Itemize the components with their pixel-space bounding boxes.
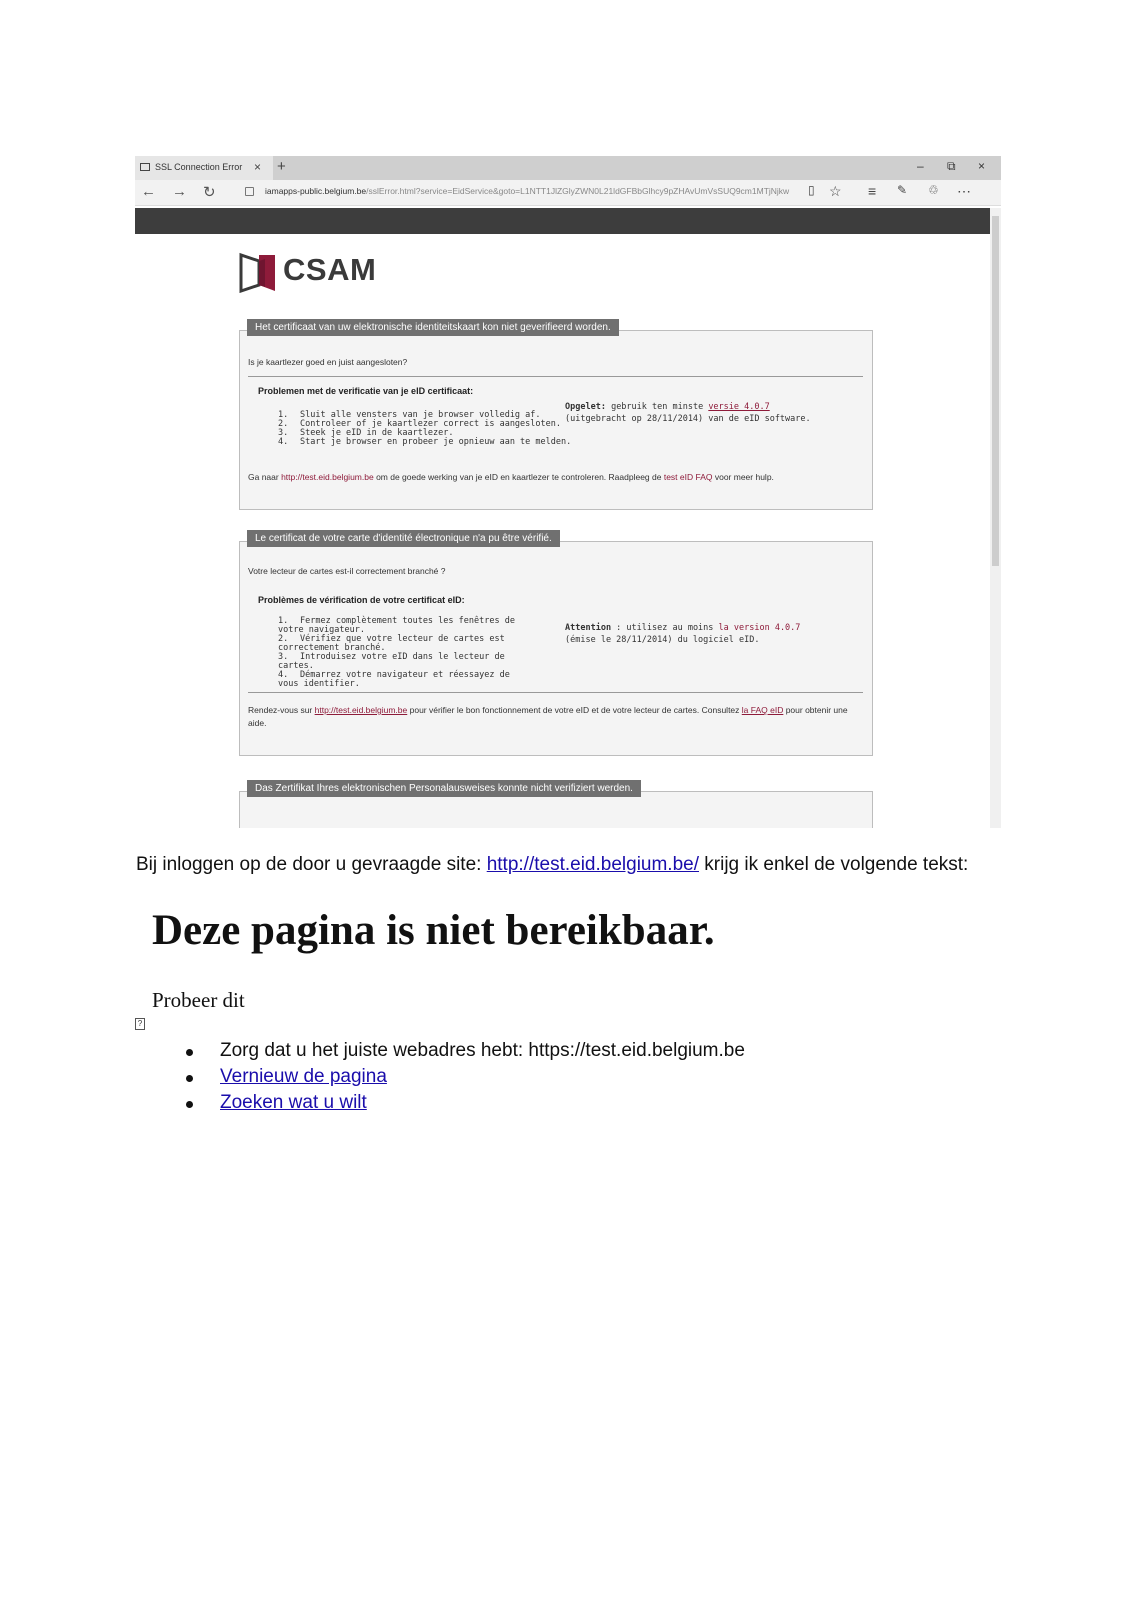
message-box-fr: [239, 533, 873, 756]
new-tab-button[interactable]: +: [277, 158, 286, 175]
question-text: Is je kaartlezer goed en juist aangesloten?: [248, 357, 408, 367]
url-path: /sslError.html?service=EidService&goto=L1NTT1JlZGlyZWN0L21ldGFBbGlhcy9pZHAvUmVsSUQ9cm1MTjNjkw: [366, 186, 790, 196]
list-item: 4. Démarrez votre navigateur et réessayez de vous identifier.: [278, 670, 510, 689]
test-eid-link[interactable]: http://test.eid.belgium.be: [281, 472, 374, 482]
url-host: iamapps-public.belgium.be: [265, 186, 367, 196]
suggestion-list: [186, 1040, 745, 1118]
version-note: Attention : utilisez au moins la version 4.0.7 (émise le 28/11/2014) du logiciel eID.: [565, 623, 801, 645]
browser-tab[interactable]: [135, 156, 273, 180]
page-icon: [140, 163, 150, 171]
close-window-button[interactable]: ×: [978, 159, 986, 173]
message-box-de: [239, 783, 873, 828]
list-item: [186, 1040, 745, 1066]
faq-link[interactable]: la FAQ eID: [741, 705, 784, 715]
list-item: 2. Controleer of je kaartlezer correct is aangesloten.: [278, 419, 561, 429]
list-item: 4. Start je browser en probeer je opnieuw aan te melden.: [278, 437, 572, 447]
web-note-icon[interactable]: ✎: [897, 183, 908, 197]
test-eid-url-link[interactable]: http://test.eid.belgium.be/: [486, 854, 699, 875]
problem-subtitle: Problemen met de verificatie van je eID certificaat:: [258, 386, 474, 396]
try-this-label: Probeer dit: [152, 988, 245, 1012]
help-text: Rendez-vous sur http://test.eid.belgium.be pour vérifier le bon fonctionnement de votre eID et de votre lecteur de cartes. Consultez la FAQ eID pour obtenir une aide.: [248, 705, 848, 728]
scrollbar-thumb[interactable]: [992, 216, 999, 566]
refresh-page-link[interactable]: Vernieuw de pagina: [220, 1066, 387, 1087]
search-link[interactable]: Zoeken wat u wilt: [220, 1092, 367, 1113]
browser-screenshot: [135, 156, 1001, 828]
address-bar-row: [135, 180, 1001, 206]
tab-bar: [135, 156, 1001, 180]
steps-list: [278, 411, 571, 447]
minimize-button[interactable]: –: [917, 159, 924, 173]
message-header: Het certificaat van uw elektronische identiteitskaart kon niet geverifieerd worden.: [247, 319, 619, 336]
favorite-star-icon[interactable]: ☆: [829, 183, 842, 199]
bullet-icon: [186, 1101, 193, 1108]
list-item: [186, 1092, 745, 1118]
faq-link[interactable]: test eID FAQ: [663, 472, 713, 482]
bullet-icon: [186, 1049, 193, 1056]
version-link[interactable]: la version 4.0.7: [718, 623, 801, 633]
site-header-bar: [135, 208, 990, 234]
csam-logo-text: CSAM: [283, 252, 377, 287]
reading-view-icon[interactable]: ▯: [808, 183, 815, 197]
restore-button[interactable]: ⧉: [947, 159, 956, 173]
more-icon[interactable]: ⋯: [957, 183, 971, 199]
refresh-button[interactable]: ↻: [203, 184, 216, 201]
version-note: Opgelet: gebruik ten minste versie 4.0.7 (uitgebracht op 28/11/2014) van de eID software.: [565, 402, 811, 424]
missing-image-icon: ?: [135, 1018, 145, 1030]
problem-subtitle: Problèmes de vérification de votre certificat eID:: [258, 595, 465, 605]
list-item: 3. Steek je eID in de kaartlezer.: [278, 428, 454, 438]
list-item: 2. Vérifiez que votre lecteur de cartes est correctement branché.: [278, 634, 505, 653]
back-button[interactable]: ←: [141, 183, 156, 200]
csam-logo-icon: [239, 251, 277, 293]
lock-icon: [245, 187, 254, 196]
divider: [248, 376, 863, 377]
list-item: 1. Fermez complètement toutes les fenêtres de votre navigateur.: [278, 616, 515, 635]
suggestion-text: Zorg dat u het juiste webadres hebt: https://test.eid.belgium.be: [220, 1040, 745, 1061]
divider: [248, 692, 863, 693]
share-icon[interactable]: ♲: [928, 183, 939, 197]
steps-list: [278, 617, 533, 689]
help-text: Ga naar http://test.eid.belgium.be om de goede werking van je eID en kaartlezer te controleren. Raadpleeg de test eID FAQ voor meer hulp.: [248, 472, 774, 482]
message-box-nl: [239, 322, 873, 510]
question-text: Votre lecteur de cartes est-il correctement branché ?: [248, 566, 446, 576]
tab-close-icon[interactable]: ×: [254, 160, 262, 174]
forward-button[interactable]: →: [172, 183, 187, 200]
url-field[interactable]: [265, 186, 810, 196]
version-link[interactable]: versie 4.0.7: [708, 402, 770, 412]
tab-title: SSL Connection Error: [155, 162, 243, 172]
error-heading: Deze pagina is niet bereikbaar.: [152, 907, 715, 954]
bullet-icon: [186, 1075, 193, 1082]
hub-icon[interactable]: ≡: [868, 183, 877, 199]
list-item: 3. Introduisez votre eID dans le lecteur de cartes.: [278, 652, 505, 671]
message-header: Das Zertifikat Ihres elektronischen Personalausweises konnte nicht verifiziert werden.: [247, 780, 641, 797]
list-item: [186, 1066, 745, 1092]
list-item: 1. Sluit alle vensters van je browser volledig af.: [278, 410, 541, 420]
intro-sentence: Bij inloggen op de door u gevraagde site: http://test.eid.belgium.be/ krijg ik enkel de volgende tekst:: [136, 854, 969, 875]
test-eid-link[interactable]: http://test.eid.belgium.be: [314, 705, 408, 715]
message-header: Le certificat de votre carte d'identité électronique n'a pu être vérifié.: [247, 530, 560, 547]
